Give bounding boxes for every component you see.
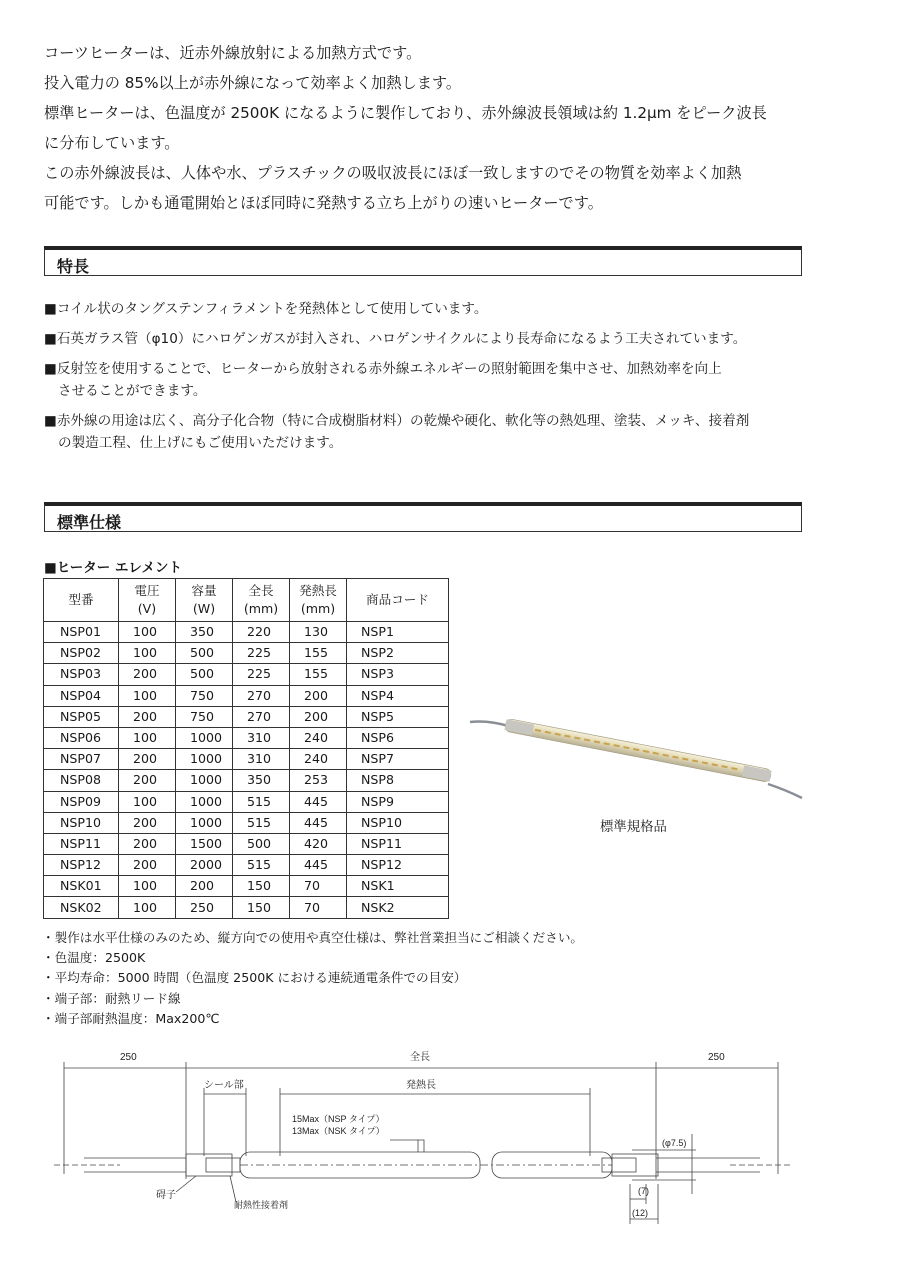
col-header: 型番 xyxy=(44,579,119,622)
table-row xyxy=(44,855,449,876)
table-cell: 155 xyxy=(290,643,347,664)
table-cell: NSP3 xyxy=(347,664,449,685)
table-cell: NSP01 xyxy=(44,622,119,643)
table-cell: NSP05 xyxy=(44,706,119,727)
table-row xyxy=(44,770,449,791)
table-cell: NSK2 xyxy=(347,897,449,918)
table-cell: NSP1 xyxy=(347,622,449,643)
label-insulator: 碍子 xyxy=(156,1190,176,1201)
dim-7: (7) xyxy=(638,1186,649,1196)
table-cell: 1500 xyxy=(176,833,233,854)
table-cell: 155 xyxy=(290,664,347,685)
table-cell: NSP08 xyxy=(44,770,119,791)
table-cell: 515 xyxy=(233,812,290,833)
table-cell: NSP06 xyxy=(44,727,119,748)
table-cell: 200 xyxy=(119,855,176,876)
table-cell: NSP11 xyxy=(347,833,449,854)
table-row xyxy=(44,749,449,770)
features-title: 特長 xyxy=(57,257,90,276)
feature-item xyxy=(44,410,814,454)
table-cell: 750 xyxy=(176,706,233,727)
table-cell: 130 xyxy=(290,622,347,643)
table-cell: NSP10 xyxy=(44,812,119,833)
table-cell: 200 xyxy=(119,812,176,833)
table-cell: NSP9 xyxy=(347,791,449,812)
table-cell: NSP5 xyxy=(347,706,449,727)
spec-table xyxy=(43,578,449,919)
feature-text-cont: させることができます。 xyxy=(58,383,207,399)
spec-title: 標準仕様 xyxy=(57,513,122,532)
table-cell: 200 xyxy=(290,685,347,706)
intro-text xyxy=(44,38,814,218)
table-cell: 1000 xyxy=(176,812,233,833)
table-cell: 240 xyxy=(290,727,347,748)
table-cell: NSP10 xyxy=(347,812,449,833)
table-cell: 420 xyxy=(290,833,347,854)
feature-item xyxy=(44,328,814,350)
dimension-diagram xyxy=(40,1044,810,1244)
feature-text: ■赤外線の用途は広く、高分子化合物（特に合成樹脂材料）の乾燥や硬化、軟化等の熱処理、塗装、メッキ、接着剤 xyxy=(44,413,750,429)
feature-item xyxy=(44,358,814,402)
table-cell: 200 xyxy=(119,770,176,791)
table-cell: 515 xyxy=(233,791,290,812)
dim-heating-length: 発熱長 xyxy=(406,1080,436,1091)
table-cell: 100 xyxy=(119,622,176,643)
table-cell: 2000 xyxy=(176,855,233,876)
table-cell: 500 xyxy=(233,833,290,854)
table-row xyxy=(44,897,449,918)
photo-caption: 標準規格品 xyxy=(600,820,667,835)
feature-text: ■コイル状のタングステンフィラメントを発熱体として使用しています。 xyxy=(44,301,488,317)
table-row xyxy=(44,706,449,727)
lead-wire-left xyxy=(470,722,508,727)
note-line: ・平均寿命：5000 時間（色温度 2500K における連続通電条件での目安） xyxy=(42,970,467,986)
dim-12: (12) xyxy=(632,1208,649,1218)
feature-text-cont: の製造工程、仕上げにもご使用いただけます。 xyxy=(58,435,343,451)
col-header: 電圧 (V) xyxy=(119,579,176,622)
intro-line: 標準ヒーターは、色温度が 2500K になるように製作しており、赤外線波長領域は約 1.2μm をピーク波長 xyxy=(44,104,767,122)
dim-seal: シール部 xyxy=(204,1080,244,1091)
table-cell: 200 xyxy=(290,706,347,727)
nsp-max-note: 15Max（NSP タイプ） xyxy=(292,1114,385,1124)
table-cell: 100 xyxy=(119,727,176,748)
table-cell: 100 xyxy=(119,685,176,706)
features-heading xyxy=(44,246,802,276)
intro-line: コーツヒーターは、近赤外線放射による加熱方式です。 xyxy=(44,44,422,62)
dim-total-length: 全長 xyxy=(410,1052,430,1063)
table-cell: 445 xyxy=(290,812,347,833)
table-cell: NSP04 xyxy=(44,685,119,706)
feature-text: ■石英ガラス管（φ10）にハロゲンガスが封入され、ハロゲンサイクルにより長寿命になるよう工夫されています。 xyxy=(44,331,747,347)
table-cell: 500 xyxy=(176,643,233,664)
intro-line: 投入電力の 85%以上が赤外線になって効率よく加熱します。 xyxy=(44,74,462,92)
note-line: ・端子部：耐熱リード線 xyxy=(42,990,181,1006)
table-cell: 225 xyxy=(233,664,290,685)
table-row xyxy=(44,664,449,685)
table-cell: 1000 xyxy=(176,727,233,748)
table-cell: 750 xyxy=(176,685,233,706)
table-cell: 1000 xyxy=(176,770,233,791)
table-cell: NSP4 xyxy=(347,685,449,706)
dim-right-lead: 250 xyxy=(708,1052,725,1063)
table-cell: 225 xyxy=(233,643,290,664)
table-cell: 240 xyxy=(290,749,347,770)
table-cell: 70 xyxy=(290,897,347,918)
lead-wire-right xyxy=(768,784,802,798)
table-cell: 310 xyxy=(233,749,290,770)
table-cell: 350 xyxy=(233,770,290,791)
nsk-max-note: 13Max（NSK タイプ） xyxy=(292,1126,385,1136)
table-cell: NSP12 xyxy=(44,855,119,876)
table-cell: NSK02 xyxy=(44,897,119,918)
table-cell: NSP09 xyxy=(44,791,119,812)
table-cell: 200 xyxy=(119,706,176,727)
table-cell: 270 xyxy=(233,685,290,706)
table-cell: NSP8 xyxy=(347,770,449,791)
table-cell: 200 xyxy=(119,664,176,685)
intro-line: この赤外線波長は、人体や水、プラスチックの吸収波長にほぼ一致しますのでその物質を効率よく加熱 xyxy=(44,164,742,182)
col-header: 発熱長 (mm) xyxy=(290,579,347,622)
table-cell: 310 xyxy=(233,727,290,748)
table-cell: 200 xyxy=(176,876,233,897)
table-cell: NSP12 xyxy=(347,855,449,876)
intro-line: に分布しています。 xyxy=(44,134,180,152)
table-cell: 100 xyxy=(119,791,176,812)
table-cell: 100 xyxy=(119,643,176,664)
intro-line: 可能です。しかも通電開始とほぼ同時に発熱する立ち上がりの速いヒーターです。 xyxy=(44,194,603,212)
table-cell: 515 xyxy=(233,855,290,876)
table-cell: 350 xyxy=(176,622,233,643)
table-cell: 1000 xyxy=(176,791,233,812)
table-cell: NSP2 xyxy=(347,643,449,664)
table-cell: 270 xyxy=(233,706,290,727)
table-row xyxy=(44,833,449,854)
table-cell: 100 xyxy=(119,897,176,918)
table-cell: 200 xyxy=(119,749,176,770)
col-header: 容量 (W) xyxy=(176,579,233,622)
element-subheading: ■ヒーター エレメント xyxy=(44,560,183,576)
table-cell: NSP6 xyxy=(347,727,449,748)
features-list xyxy=(44,298,814,462)
table-header-row xyxy=(44,579,449,622)
table-row xyxy=(44,876,449,897)
table-cell: 1000 xyxy=(176,749,233,770)
note-line: ・製作は水平仕様のみのため、縦方向での使用や真空仕様は、弊社営業担当にご相談ください。 xyxy=(42,930,584,945)
col-header: 商品コード xyxy=(347,579,449,622)
table-row xyxy=(44,622,449,643)
table-cell: 150 xyxy=(233,876,290,897)
table-cell: 250 xyxy=(176,897,233,918)
table-cell: 100 xyxy=(119,876,176,897)
table-cell: 500 xyxy=(176,664,233,685)
table-cell: NSK1 xyxy=(347,876,449,897)
heater-photo xyxy=(468,706,808,806)
table-row xyxy=(44,791,449,812)
spec-notes xyxy=(42,928,583,1029)
table-cell: NSK01 xyxy=(44,876,119,897)
table-row xyxy=(44,643,449,664)
table-cell: 445 xyxy=(290,855,347,876)
feature-item xyxy=(44,298,814,320)
table-cell: 150 xyxy=(233,897,290,918)
table-cell: NSP02 xyxy=(44,643,119,664)
note-line: ・端子部耐熱温度：Max200℃ xyxy=(42,1010,220,1026)
table-cell: NSP03 xyxy=(44,664,119,685)
feature-text: ■反射笠を使用することで、ヒーターから放射される赤外線エネルギーの照射範囲を集中させ、加熱効率を向上 xyxy=(44,361,722,377)
table-row xyxy=(44,812,449,833)
dim-diameter: (φ7.5) xyxy=(662,1138,687,1148)
label-adhesive: 耐熱性接着剤 xyxy=(234,1200,289,1210)
dim-left-lead: 250 xyxy=(120,1052,137,1063)
table-cell: 220 xyxy=(233,622,290,643)
table-cell: NSP07 xyxy=(44,749,119,770)
col-header: 全長 (mm) xyxy=(233,579,290,622)
table-row xyxy=(44,727,449,748)
spec-heading xyxy=(44,502,802,532)
table-cell: NSP7 xyxy=(347,749,449,770)
table-cell: 253 xyxy=(290,770,347,791)
table-cell: 200 xyxy=(119,833,176,854)
note-line: ・色温度：2500K xyxy=(42,950,146,966)
table-cell: 445 xyxy=(290,791,347,812)
table-cell: NSP11 xyxy=(44,833,119,854)
table-row xyxy=(44,685,449,706)
table-cell: 70 xyxy=(290,876,347,897)
